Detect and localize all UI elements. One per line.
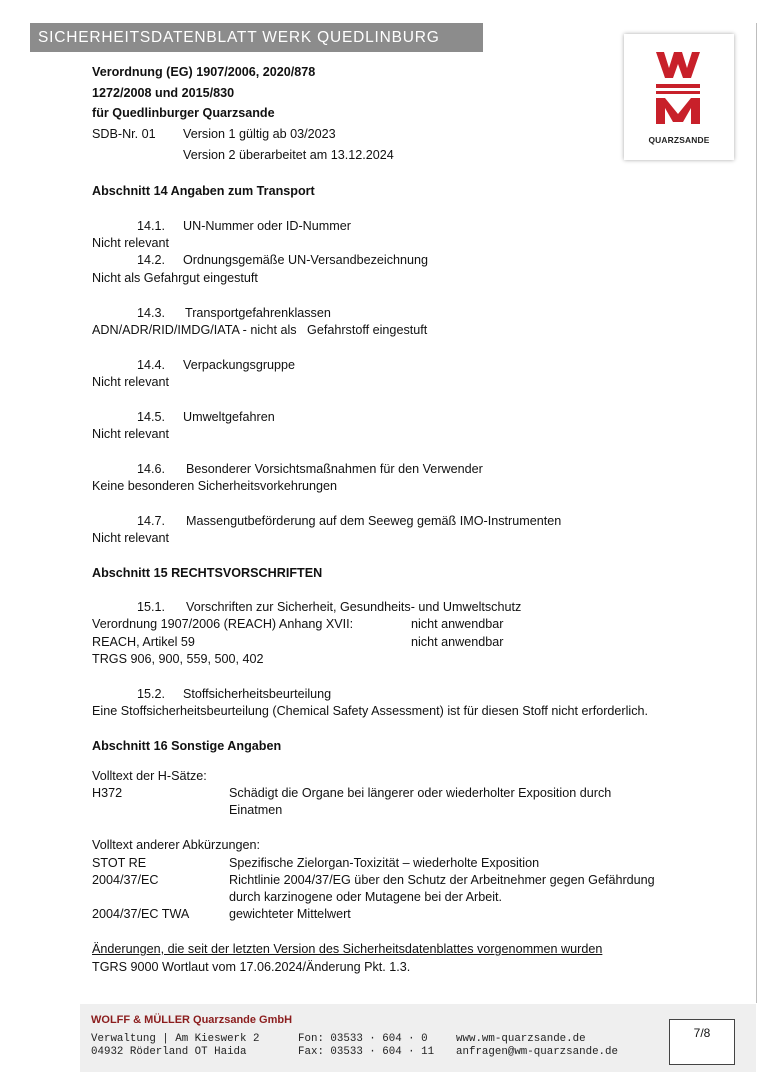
trgs-list: TRGS 906, 900, 559, 500, 402 (92, 652, 264, 666)
abbr-text-twa: gewichteter Mittelwert (229, 907, 351, 921)
page-number: 7/8 (669, 1019, 735, 1065)
item-14-7-title: Massengutbeförderung auf dem Seeweg gemäß IMO-Instrumenten (186, 514, 562, 528)
abbr-text-stot: Spezifische Zielorgan-Toxizität – wiederholte Exposition (229, 856, 540, 870)
section-15-heading: Abschnitt 15 RECHTSVORSCHRIFTEN (92, 566, 323, 580)
page-border-right (756, 23, 757, 1003)
abbr-code-directive: 2004/37/EC (92, 873, 159, 887)
item-14-5-title: Umweltgefahren (183, 410, 275, 424)
reach-article-label: REACH, Artikel 59 (92, 635, 195, 649)
item-15-2-title: Stoffsicherheitsbeurteilung (183, 687, 332, 701)
version-2: Version 2 überarbeitet am 13.12.2024 (183, 148, 394, 162)
regulation-line-1: Verordnung (EG) 1907/2006, 2020/878 (92, 65, 316, 79)
item-14-3-value: ADN/ADR/RID/IMDG/IATA - nicht als Gefahrstoff eingestuft (92, 323, 428, 337)
item-14-7-number: 14.7. (137, 514, 166, 528)
h-statements-label: Volltext der H-Sätze: (92, 769, 207, 783)
item-14-1-title: UN-Nummer oder ID-Nummer (183, 219, 351, 233)
abbr-text-directive-2: durch karzinogene oder Mutagene bei der Arbeit. (229, 890, 503, 904)
item-14-3-title: Transportgefahrenklassen (185, 306, 331, 320)
item-15-1-number: 15.1. (137, 600, 166, 614)
item-14-2-title: Ordnungsgemäße UN-Versandbezeichnung (183, 253, 429, 267)
footer-email-link[interactable]: anfragen@wm-quarzsande.de (456, 1046, 618, 1058)
reach-annex-label: Verordnung 1907/2006 (REACH) Anhang XVII: (92, 617, 354, 631)
sdb-number: SDB-Nr. 01 (92, 127, 156, 141)
h-statement-text-2: Einatmen (229, 803, 283, 817)
wm-logo-icon (624, 34, 734, 134)
item-14-4-number: 14.4. (137, 358, 166, 372)
item-15-1-title: Vorschriften zur Sicherheit, Gesundheits- und Umweltschutz (186, 600, 522, 614)
reach-article-value: nicht anwendbar (411, 635, 504, 649)
item-14-5-number: 14.5. (137, 410, 166, 424)
item-14-5-value: Nicht relevant (92, 427, 169, 441)
item-14-1-value: Nicht relevant (92, 236, 169, 250)
item-14-6-title: Besonderer Vorsichtsmaßnahmen für den Verwender (186, 462, 483, 476)
version-1: Version 1 gültig ab 03/2023 (183, 127, 336, 141)
product-line: für Quedlinburger Quarzsande (92, 106, 275, 120)
logo-brand-text: QUARZSANDE (648, 135, 710, 145)
reach-annex-value: nicht anwendbar (411, 617, 504, 631)
document-title-banner: SICHERHEITSDATENBLATT WERK QUEDLINBURG (30, 23, 483, 52)
footer-fax: Fax: 03533 · 604 · 11 (298, 1046, 435, 1058)
changes-text: TGRS 9000 Wortlaut vom 17.06.2024/Änderung Pkt. 1.3. (92, 960, 411, 974)
item-14-1-number: 14.1. (137, 219, 166, 233)
company-logo (624, 34, 734, 160)
footer-phone: Fon: 03533 · 604 · 0 (298, 1033, 428, 1045)
abbr-text-directive-1: Richtlinie 2004/37/EG über den Schutz der Arbeitnehmer gegen Gefährdung (229, 873, 655, 887)
changes-heading: Änderungen, die seit der letzten Version des Sicherheitsdatenblattes vorgenommen wurden (92, 942, 603, 956)
item-14-2-number: 14.2. (137, 253, 166, 267)
abbr-code-twa: 2004/37/EC TWA (92, 907, 190, 921)
abbreviations-label: Volltext anderer Abkürzungen: (92, 838, 261, 852)
item-14-2-value: Nicht als Gefahrgut eingestuft (92, 271, 258, 285)
item-15-2-number: 15.2. (137, 687, 166, 701)
section-16-heading: Abschnitt 16 Sonstige Angaben (92, 739, 282, 753)
regulation-line-2: 1272/2008 und 2015/830 (92, 86, 235, 100)
item-14-3-number: 14.3. (137, 306, 166, 320)
h-statement-text-1: Schädigt die Organe bei längerer oder wiederholter Exposition durch (229, 786, 612, 800)
item-14-4-value: Nicht relevant (92, 375, 169, 389)
footer-company-name: WOLFF & MÜLLER Quarzsande GmbH (91, 1014, 293, 1026)
item-15-2-text: Eine Stoffsicherheitsbeurteilung (Chemical Safety Assessment) ist für diesen Stoff nicht erforderlich. (92, 704, 649, 718)
item-14-6-value: Keine besonderen Sicherheitsvorkehrungen (92, 479, 338, 493)
section-14-heading: Abschnitt 14 Angaben zum Transport (92, 184, 315, 198)
item-14-6-number: 14.6. (137, 462, 166, 476)
footer-address-line-2: 04932 Röderland OT Haida (91, 1046, 247, 1058)
item-14-4-title: Verpackungsgruppe (183, 358, 296, 372)
abbr-code-stot: STOT RE (92, 856, 147, 870)
footer-website-link[interactable]: www.wm-quarzsande.de (456, 1033, 586, 1045)
h-statement-code: H372 (92, 786, 123, 800)
item-14-7-value: Nicht relevant (92, 531, 169, 545)
footer-address-line-1: Verwaltung | Am Kieswerk 2 (91, 1033, 260, 1045)
